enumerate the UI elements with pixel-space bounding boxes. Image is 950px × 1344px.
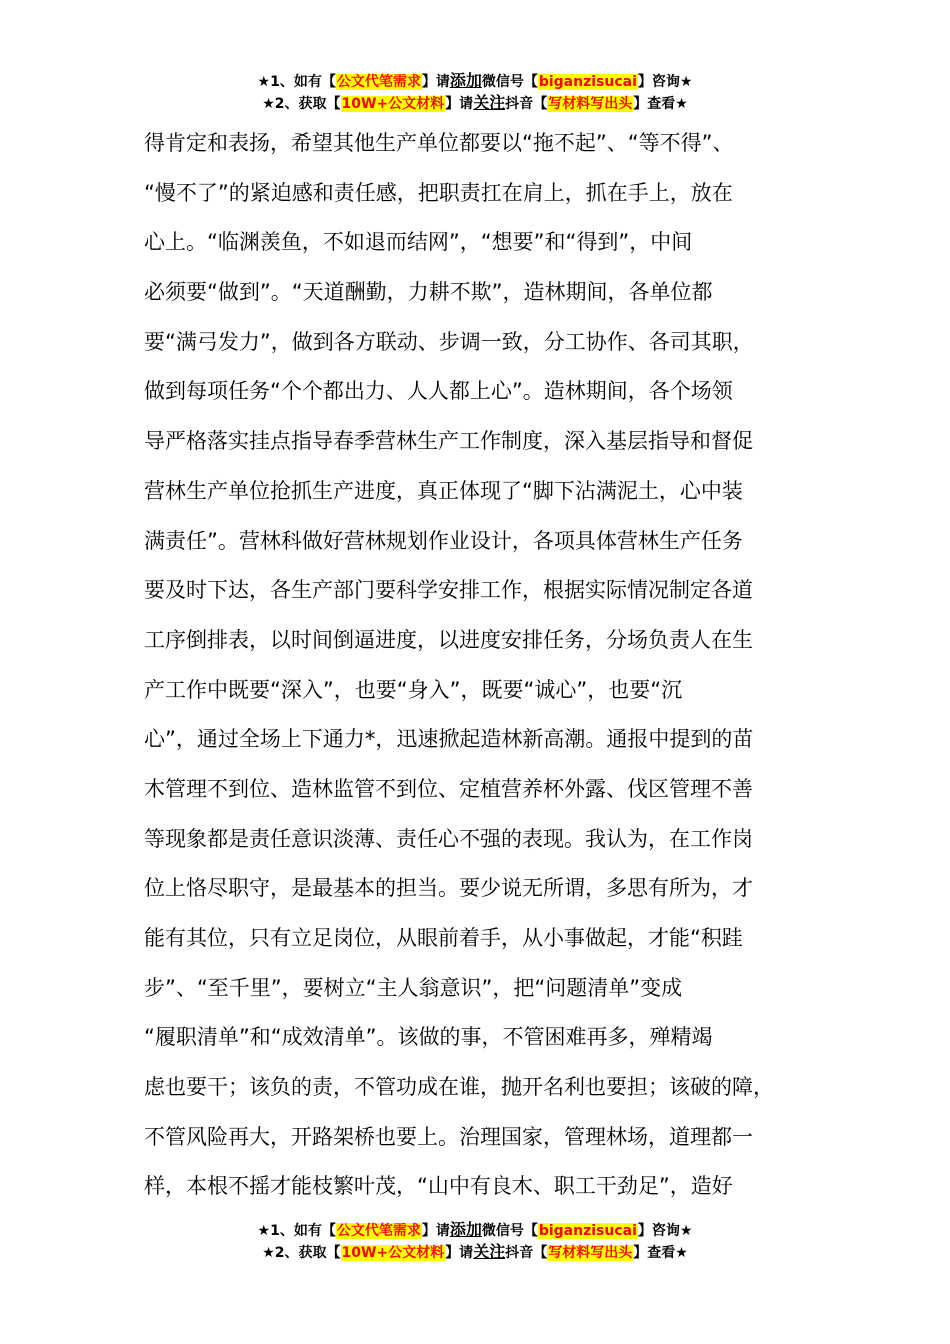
banner-text: ★1、如有【 [257,1223,336,1239]
banner-text: 】请 [421,1223,450,1239]
body-line: 位上恪尽职守，是最基本的担当。要少说无所谓，多思有所为，才 [144,876,753,901]
banner-highlight: biganzisucai [538,1223,637,1239]
body-line: 不管风险再大，开路架桥也要上。治理国家，管理林场，道理都一 [144,1124,753,1149]
body-line: 要“满弓发力”，做到各方联动、步调一致，分工协作、各司其职， [144,329,754,354]
body-line: 满责任”。营林科做好营林规划作业设计，各项具体营林生产任务 [144,528,743,553]
banner-highlight: 写材料写出头 [548,96,633,112]
banner-text: 微信号【 [481,1223,538,1239]
banner-text: 】咨询★ [637,74,693,90]
body-line: “慢不了”的紧迫感和责任感，把职责扛在肩上，抓在手上，放在 [144,180,733,205]
banner-text: ★1、如有【 [257,74,336,90]
body-line: 心”，通过全场上下通力*，迅速掀起造林新高潮。通报中提到的苗 [144,727,754,752]
banner-emphasis: 添加 [449,1220,482,1239]
banner-line-1 [0,1219,950,1241]
banner-highlight: 10W+公文材料 [341,96,445,112]
banner-text: ★2、获取【 [262,1245,341,1261]
body-line: 工序倒排表，以时间倒逼进度，以进度安排任务，分场负责人在生 [144,627,753,652]
banner-text: 抖音【 [505,96,548,112]
document-body [144,119,834,1212]
body-line: 虑也要干；该负的责，不管功成在谁，抛开名利也要担；该破的障， [144,1075,774,1100]
banner-emphasis: 关注 [473,93,506,112]
banner-line-2 [0,92,950,114]
body-line: 步”、“至千里”，要树立“主人翁意识”，把“问题清单”变成 [144,975,683,1000]
body-line: 得肯定和表扬，希望其他生产单位都要以“拖不起”、“等不得”、 [144,131,734,155]
banner-text: 】请 [445,96,474,112]
banner-emphasis: 添加 [449,71,482,90]
banner-highlight: 公文代笔需求 [336,1223,421,1239]
body-line: 能有其位，只有立足岗位，从眼前着手，从小事做起，才能“积跬 [144,926,743,950]
banner-line-1 [0,70,950,92]
banner-text: 】请 [445,1245,474,1261]
banner-emphasis: 关注 [473,1242,506,1261]
banner-text: 】查看★ [633,96,688,112]
banner-highlight: 公文代笔需求 [336,74,421,90]
banner-highlight: 10W+公文材料 [341,1245,445,1261]
banner-text: 】咨询★ [637,1223,693,1239]
body-line: 要及时下达，各生产部门要科学安排工作，根据实际情况制定各道 [144,578,753,603]
footer-banner [0,1219,950,1263]
body-line: “履职清单”和“成效清单”。该做的事，不管困难再多，殚精竭 [144,1025,713,1050]
body-line: 等现象都是责任意识淡薄、责任心不强的表现。我认为，在工作岗 [144,826,753,851]
body-line: 营林生产单位抢抓生产进度，真正体现了“脚下沾满泥土，心中装 [144,478,743,503]
body-line: 心上。“临渊羡鱼，不如退而结网”，“想要”和“得到”，中间 [144,230,693,255]
body-line: 必须要“做到”。“天道酬勤，力耕不欺”，造林期间，各单位都 [144,280,713,305]
banner-text: ★2、获取【 [262,96,341,112]
banner-text: 】请 [421,74,450,90]
body-line: 做到每项任务“个个都出力、人人都上心”。造林期间，各个场领 [144,379,733,404]
body-line: 导严格落实挂点指导春季营林生产工作制度，深入基层指导和督促 [144,429,753,454]
body-line: 产工作中既要“深入”，也要“身入”，既要“诚心”，也要“沉 [144,677,683,702]
banner-text: 微信号【 [481,74,538,90]
banner-highlight: biganzisucai [538,74,637,90]
body-line: 样，本根不摇才能枝繁叶茂，“山中有良木、职工干劲足”，造好 [144,1174,733,1199]
body-line: 木管理不到位、造林监管不到位、定植营养杯外露、伐区管理不善 [144,776,753,801]
banner-text: 抖音【 [505,1245,548,1261]
banner-text: 】查看★ [633,1245,688,1261]
banner-line-2 [0,1241,950,1263]
header-banner [0,70,950,114]
banner-highlight: 写材料写出头 [548,1245,633,1261]
